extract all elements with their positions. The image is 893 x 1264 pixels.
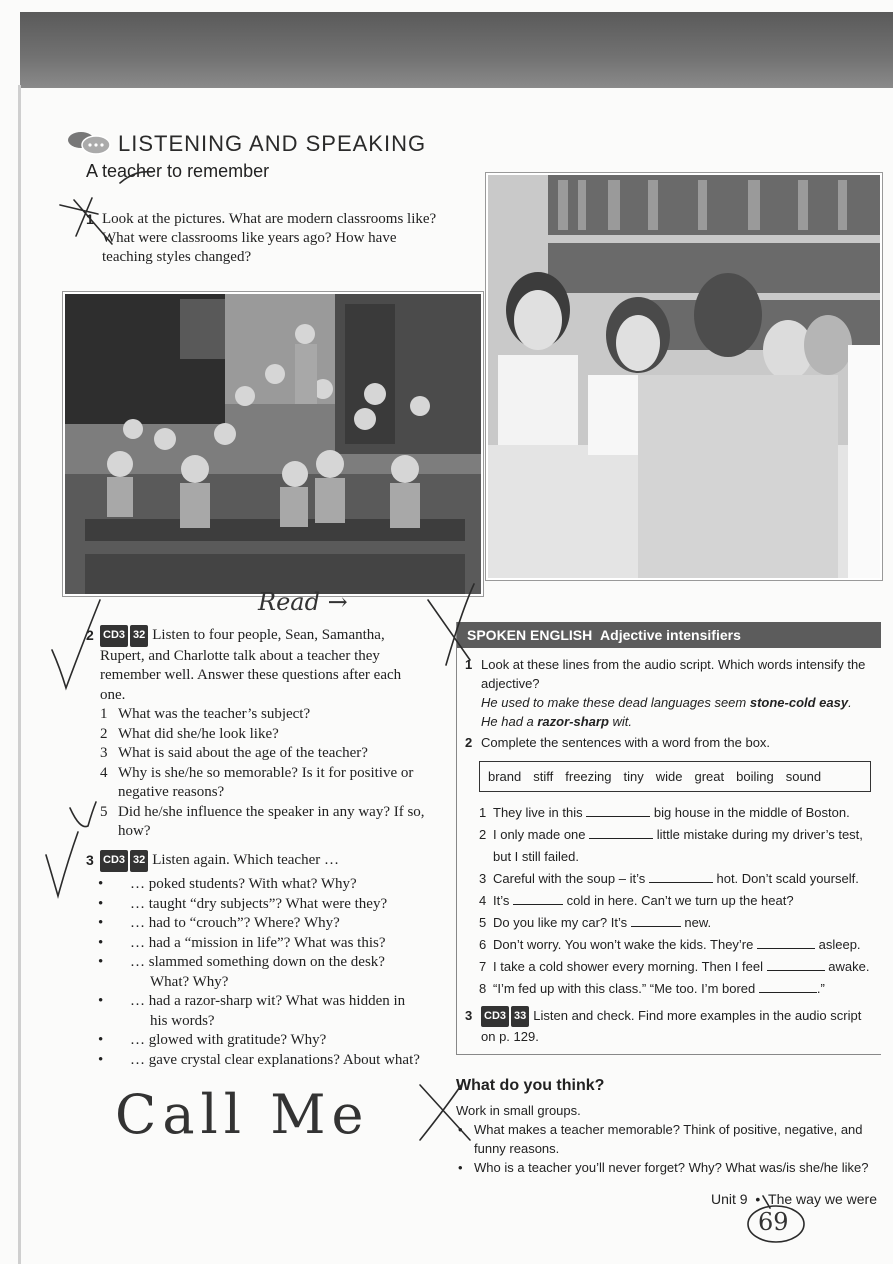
question-3-number: 3 [86,852,94,868]
word: brand [488,769,522,784]
list-item: • … slammed something down on the desk? What? Why? [98,954,385,990]
handwritten-call-me: Call Me [115,1083,370,1146]
word: wide [655,769,683,784]
question-3-intro-text: Listen again. Which teacher … [152,852,339,868]
sentence: 6 Don’t worry. You won’t wake the kids. They’re asleep. [479,937,861,952]
example-1: He used to make these dead languages seem stone-cold easy. [481,695,852,710]
cd-label: CD3 [100,625,128,647]
spoken-q2: 2 Complete the sentences with a word from the box. [465,735,771,750]
example-2: He had a razor-sharp wit. [481,714,633,729]
list-item: • … had a “mission in life”? What was this? [98,934,386,951]
list-item: • … taught “dry subjects”? What were they? [98,895,388,912]
footer-unit: Unit 9 [711,1191,748,1207]
list-item: • … had to “crouch”? Where? Why? [98,915,340,931]
track-label: 32 [130,625,148,647]
track-label: 32 [130,850,148,872]
word: sound [785,769,822,784]
track-label: 33 [511,1006,529,1027]
sentence: 7 I take a cold shower every morning. Then I feel awake. [479,959,870,974]
sentence: 8 “I’m fed up with this class.” “Me too. I’m bored .” [479,981,825,996]
sentence: 4 It’s cold in here. Can’t we turn up the heat? [479,893,794,908]
sentence: 5 Do you like my car? It’s new. [479,915,712,930]
word: freezing [565,769,612,784]
list-item: 5 Did he/she influence the speaker in any way? If so, how? [100,803,425,839]
spoken-english-label: SPOKEN ENGLISH [467,627,593,643]
list-item: • Who is a teacher you’ll never forget? Why? What was/is she/he like? [458,1160,869,1175]
list-item: 1 What was the teacher’s subject? [100,706,311,722]
sentence: 3 Careful with the soup – it’s hot. Don’t scald yourself. [479,871,859,886]
list-item: • … had a razor-sharp wit? What was hidden in his words? [98,993,406,1029]
word: stiff [533,769,554,784]
section-title: LISTENING AND SPEAKING [118,131,427,156]
spoken-q1: 1 Look at these lines from the audio script. Which words intensify the adjective? He used to make these dead languages seem stone-cold easy. He had a razor-sharp wit. [465,655,875,731]
sentence: 1 They live in this big house in the middle of Boston. [479,805,850,820]
handwritten-read: Read → [258,588,348,616]
sentence: 2 I only made one little mistake during my driver’s test, but I still failed. [479,827,863,864]
handwritten-page-number: 69 [758,1208,789,1236]
list-item: 3 What is said about the age of the teacher? [100,745,368,761]
what-think-intro: Work in small groups. [456,1103,581,1118]
cd-label: CD3 [100,850,128,872]
footer-title: The way we were [768,1191,877,1207]
word: great [694,769,725,784]
cd-label: CD3 [481,1006,509,1027]
list-item: 4 Why is she/he so memorable? Is it for positive or negative reasons? [100,764,414,800]
footer-separator: • [755,1191,761,1207]
question-2-intro-text: Listen to four people, Sean, Samantha, Rupert, and Charlotte talk about a teacher they remember well. Answer these questions after each one. [100,627,402,703]
word: boiling [736,769,774,784]
word: tiny [623,769,644,784]
list-item: 2 What did she/he look like? [100,725,279,742]
what-do-you-think-title: What do you think? [456,1077,605,1094]
spoken-q3: 3 CD3 33 Listen and check. Find more examples in the audio script on p. 129. [465,1008,862,1044]
list-item: • … gave crystal clear explanations? About what? [98,1051,420,1068]
question-2-number: 2 [86,627,94,643]
list-item: • What makes a teacher memorable? Think of positive, negative, and funny reasons. [458,1122,863,1156]
question-1-text: Look at the pictures. What are modern classrooms like? What were classrooms like years ago? How have teaching styles changed? [102,211,437,265]
spoken-english-title: Adjective intensifiers [600,627,741,643]
list-item: • … poked students? With what? Why? [98,876,357,892]
section-subtitle: A teacher to remember [86,161,270,181]
list-item: • … glowed with gratitude? Why? [98,1032,327,1048]
question-1-number: 1 [86,211,94,227]
